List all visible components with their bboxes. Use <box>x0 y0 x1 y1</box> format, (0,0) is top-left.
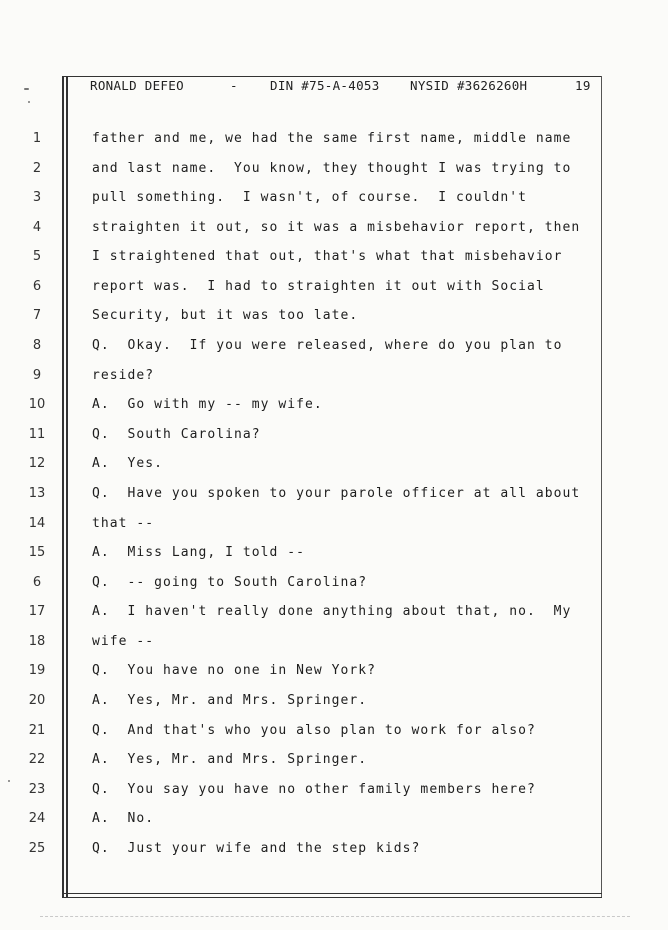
transcript-line: Security, but it was too late. <box>92 308 359 324</box>
scan-speck <box>28 101 30 103</box>
transcript-line: Q. Have you spoken to your parole officer at all about <box>92 485 581 501</box>
transcript-line: A. Yes, Mr. and Mrs. Springer. <box>92 752 368 768</box>
transcript-line: straighten it out, so it was a misbehavior report, then <box>92 219 581 235</box>
line-number: 4 <box>32 219 42 235</box>
transcript-line: Q. Okay. If you were released, where do you plan to <box>92 338 563 354</box>
transcript-line: I straightened that out, that's what that misbehavior <box>92 249 563 265</box>
right-margin-rule <box>601 76 602 897</box>
header-nysid-number: NYSID #3626260H <box>410 78 528 93</box>
line-number: 21 <box>28 722 46 738</box>
bottom-rule-1 <box>62 893 602 894</box>
transcript-line: father and me, we had the same first name, middle name <box>92 131 572 146</box>
line-number: 24 <box>28 811 46 827</box>
transcript-line: reside? <box>92 367 155 383</box>
line-number: 17 <box>28 604 46 620</box>
scan-edge-line <box>40 916 630 917</box>
left-margin-rule-outer <box>62 76 64 897</box>
page-header <box>90 78 595 96</box>
header-inmate-name: RONALD DEFEO <box>90 78 184 93</box>
line-number: 20 <box>28 693 46 709</box>
transcript-line: A. Yes. <box>92 456 164 472</box>
transcript-line: Q. -- going to South Carolina? <box>92 574 368 590</box>
header-din-number: DIN #75-A-4053 <box>270 78 380 93</box>
transcript-line: A. I haven't really done anything about that, no. My <box>92 604 572 620</box>
line-number: 2 <box>32 160 42 176</box>
bottom-rule-2 <box>62 897 602 898</box>
line-number: 12 <box>28 456 46 472</box>
line-number: 22 <box>28 752 46 768</box>
line-number: 6 <box>32 574 42 590</box>
transcript-line: Q. You have no one in New York? <box>92 663 377 679</box>
line-number: 3 <box>32 190 42 206</box>
transcript-line: Q. Just your wife and the step kids? <box>92 840 421 856</box>
transcript-line: wife -- <box>92 633 155 649</box>
transcript-line: Q. And that's who you also plan to work for also? <box>92 722 536 738</box>
transcript-line: A. No. <box>92 811 155 827</box>
line-number: 7 <box>32 308 42 324</box>
transcript-line: A. Yes, Mr. and Mrs. Springer. <box>92 693 368 709</box>
line-number: 13 <box>28 485 46 501</box>
line-number: 23 <box>28 781 46 797</box>
line-number: 18 <box>28 633 46 649</box>
transcript-line: and last name. You know, they thought I was trying to <box>92 160 572 176</box>
top-rule <box>62 76 602 77</box>
transcript-line: A. Miss Lang, I told -- <box>92 545 306 561</box>
transcript-line: pull something. I wasn't, of course. I couldn't <box>92 190 527 206</box>
line-number: 1 <box>32 131 42 146</box>
line-number: 6 <box>32 278 42 294</box>
line-number: 9 <box>32 367 42 383</box>
line-number: 5 <box>32 249 42 265</box>
transcript-line: A. Go with my -- my wife. <box>92 397 323 413</box>
page-number: 19 <box>575 78 591 93</box>
scan-speck <box>24 88 29 90</box>
line-number: 10 <box>28 397 46 413</box>
line-number: 19 <box>28 663 46 679</box>
scan-speck <box>8 780 10 782</box>
transcript-line: Q. South Carolina? <box>92 426 261 442</box>
line-number: 15 <box>28 545 46 561</box>
transcript-line: report was. I had to straighten it out with Social <box>92 278 545 294</box>
header-separator: - <box>230 78 238 93</box>
line-number: 25 <box>28 840 46 856</box>
transcript-line: Q. You say you have no other family members here? <box>92 781 536 797</box>
transcript-line: that -- <box>92 515 155 531</box>
left-margin-rule-inner <box>66 76 68 897</box>
line-number: 11 <box>28 426 46 442</box>
line-number: 8 <box>32 338 42 354</box>
line-number: 14 <box>28 515 46 531</box>
